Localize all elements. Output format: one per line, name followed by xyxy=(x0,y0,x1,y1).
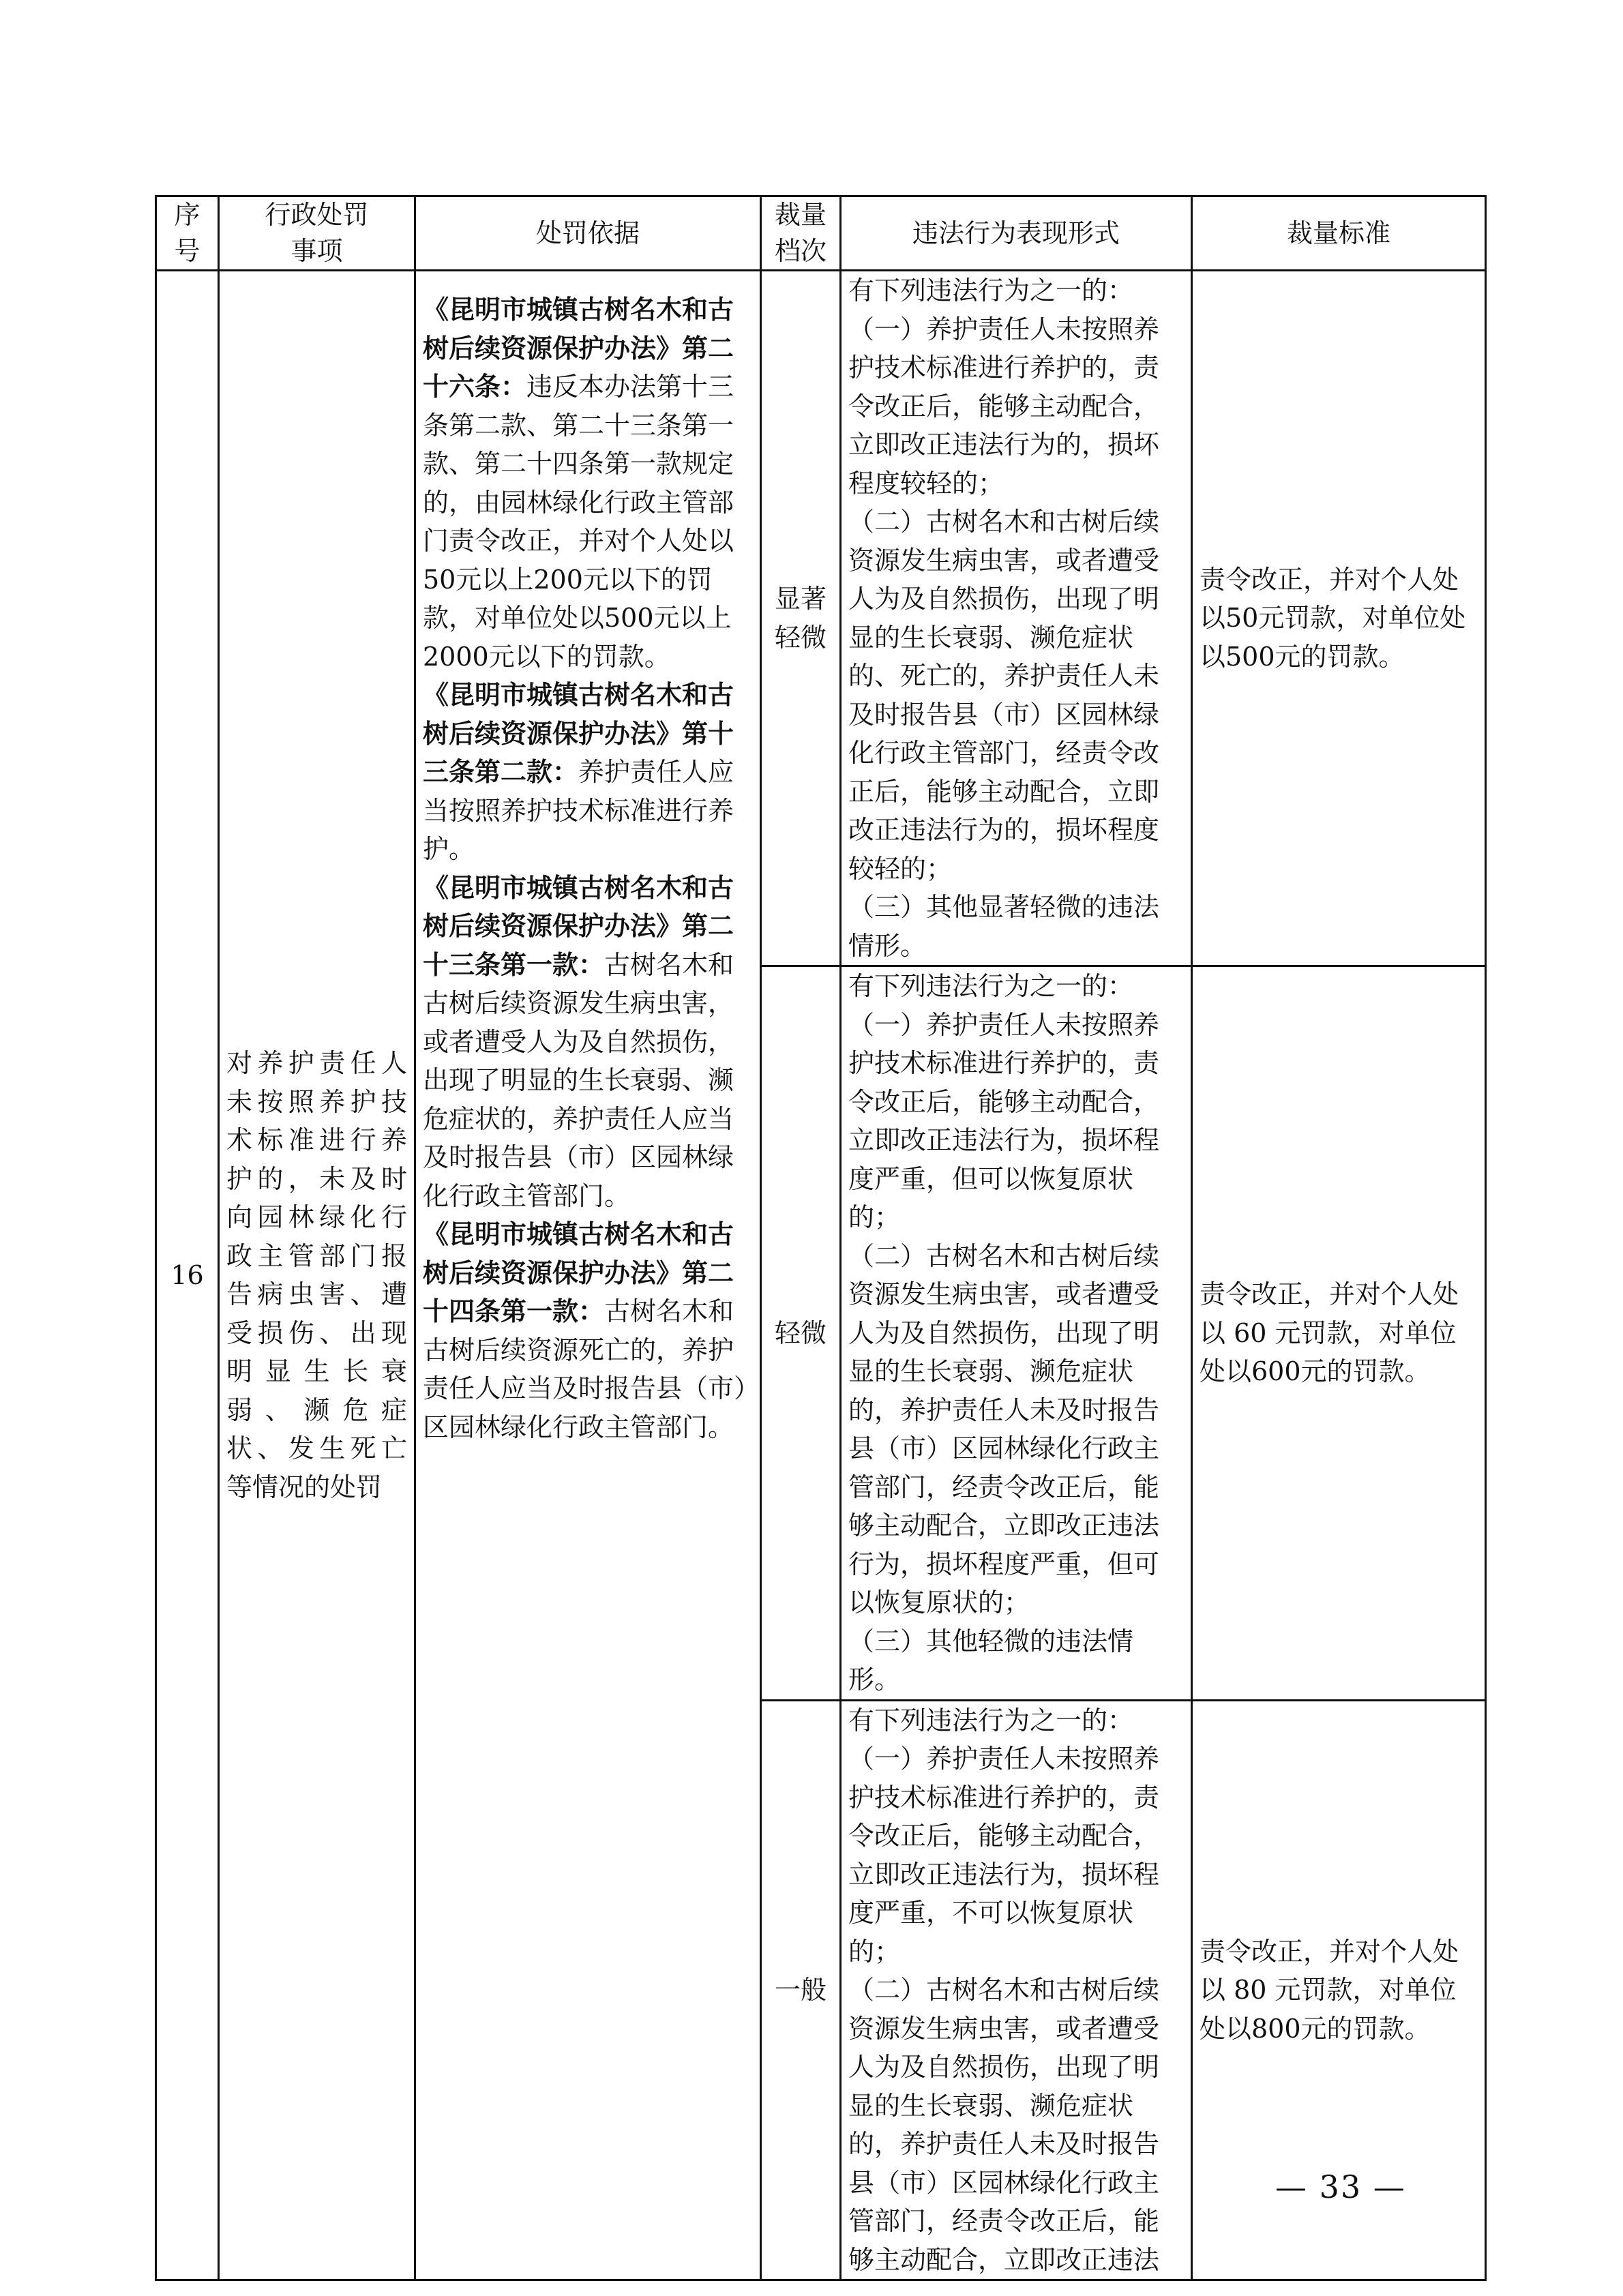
table-row xyxy=(156,271,1486,966)
form-line: 有下列违法行为之一的： xyxy=(848,1705,1134,1735)
form-line: （二）古树名木和古树后续资源发生病虫害，或者遭受人为及自然损伤，出现了明显的生长衰弱、濒危症状的、死亡的，养护责任人未及时报告县（市）区园林绿化行政主管部门，经责令改正后，能够主动配合，立即改正违法行为的，损坏程度较轻的； xyxy=(848,507,1160,884)
table-header-row xyxy=(156,196,1486,271)
page-number: — 33 — xyxy=(1275,2168,1406,2205)
form-line: 有下列违法行为之一的： xyxy=(848,275,1134,305)
form-significantly-minor xyxy=(841,271,1192,966)
basis-title: 《昆明市城镇古树名木和古树后续资源保护办法》第二十六条： xyxy=(423,294,734,402)
form-minor xyxy=(841,966,1192,1701)
header-basis: 处罚依据 xyxy=(415,196,761,271)
form-line: （一）养护责任人未按照养护技术标准进行养护的，责令改正后，能够主动配合，立即改正违法行为的，损坏程度较轻的； xyxy=(848,314,1160,498)
form-line: （二）古树名木和古树后续资源发生病虫害，或者遭受人为及自然损伤，出现了明显的生长衰弱、濒危症状的，养护责任人未及时报告县（市）区园林绿化行政主管部门，经责令改正后，能够主动配合，立即改正违法 xyxy=(848,1975,1160,2275)
basis-title: 《昆明市城镇古树名木和古树后续资源保护办法》第二十三条第一款： xyxy=(423,871,734,980)
header-item-text: 行政处罚事项 xyxy=(265,200,369,266)
form-general xyxy=(841,1700,1192,2280)
standard-minor: 责令改正，并对个人处以 60 元罚款，对单位处以600元的罚款。 xyxy=(1192,966,1486,1701)
form-line: （三）其他轻微的违法情形。 xyxy=(848,1626,1134,1695)
form-line: （一）养护责任人未按照养护技术标准进行养护的，责令改正后，能够主动配合，立即改正违法行为，损坏程度严重，不可以恢复原状的； xyxy=(848,1744,1160,1967)
standard-significantly-minor: 责令改正，并对个人处以50元罚款，对单位处以500元的罚款。 xyxy=(1192,271,1486,966)
header-level xyxy=(761,196,841,271)
row-item: 对养护责任人未按照养护技术标准进行养护的，未及时向园林绿化行政主管部门报告病虫害、遭受损伤、出现明显生长衰弱、濒危症状、发生死亡等情况的处罚 xyxy=(219,271,415,2280)
basis-text: 古树名木和古树后续资源发生病虫害，或者遭受人为及自然损伤，出现了明显的生长衰弱、濒危症状的，养护责任人应当及时报告县（市）区园林绿化行政主管部门。 xyxy=(423,949,734,1211)
penalty-discretion-table xyxy=(155,195,1487,2281)
form-line: （二）古树名木和古树后续资源发生病虫害，或者遭受人为及自然损伤，出现了明显的生长衰弱、濒危症状的，养护责任人未及时报告县（市）区园林绿化行政主管部门，经责令改正后，能够主动配合，立即改正违法行为，损坏程度严重，但可以恢复原状的； xyxy=(848,1240,1160,1617)
standard-general: 责令改正，并对个人处以 80 元罚款，对单位处以800元的罚款。 xyxy=(1192,1700,1486,2280)
basis-text: 古树名木和古树后续资源死亡的，养护责任人应当及时报告县（市）区园林绿化行政主管部门。 xyxy=(423,1296,747,1442)
level-general: 一般 xyxy=(761,1700,841,2280)
basis-paragraph xyxy=(423,869,753,1216)
row-seq: 16 xyxy=(156,271,219,2280)
header-form: 违法行为表现形式 xyxy=(841,196,1192,271)
row-basis xyxy=(415,271,761,2280)
header-standard: 裁量标准 xyxy=(1192,196,1486,271)
level-significantly-minor xyxy=(761,271,841,966)
header-level-text: 裁量档次 xyxy=(774,200,827,266)
basis-title: 《昆明市城镇古树名木和古树后续资源保护办法》第十三条第二款： xyxy=(423,679,734,787)
header-item xyxy=(219,196,415,271)
basis-paragraph xyxy=(423,676,753,869)
form-line: 有下列违法行为之一的： xyxy=(848,971,1134,1001)
header-seq: 序号 xyxy=(156,196,219,271)
basis-text: 养护责任人应当按照养护技术标准进行养护。 xyxy=(423,757,734,864)
form-line: （一）养护责任人未按照养护技术标准进行养护的，责令改正后，能够主动配合，立即改正违法行为，损坏程度严重，但可以恢复原状的； xyxy=(848,1009,1160,1232)
level-text: 显著轻微 xyxy=(774,584,827,653)
basis-paragraph xyxy=(423,1215,753,1446)
level-minor: 轻微 xyxy=(761,966,841,1701)
basis-paragraph xyxy=(423,290,753,676)
basis-title: 《昆明市城镇古树名木和古树后续资源保护办法》第二十四条第一款： xyxy=(423,1219,734,1326)
basis-text: 违反本办法第十三条第二款、第二十三条第一款、第二十四条第一款规定的，由园林绿化行政主管部门责令改正，并对个人处以50元以上200元以下的罚款，对单位处以500元以上2000元以下的罚款。 xyxy=(423,372,734,672)
form-line: （三）其他显著轻微的违法情形。 xyxy=(848,892,1160,961)
